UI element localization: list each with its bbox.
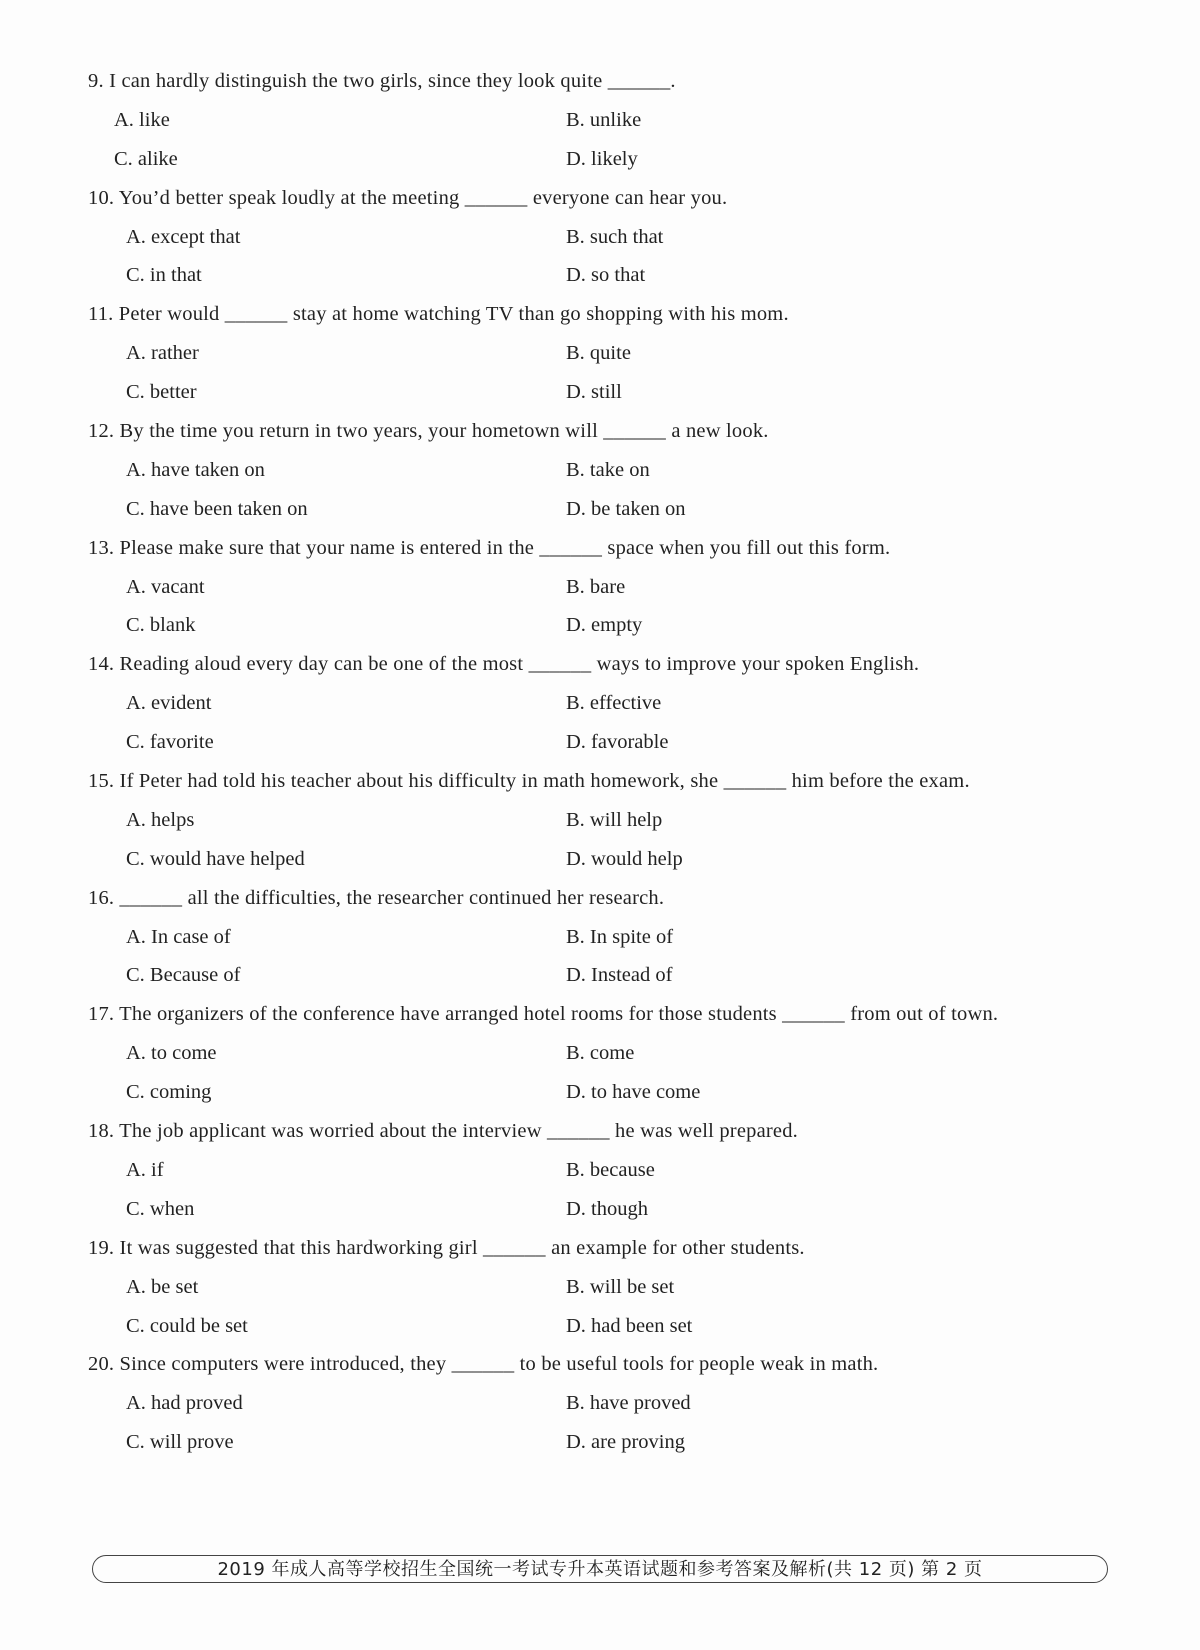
option-b: B. take on — [566, 458, 650, 481]
question-18 — [88, 1112, 1098, 1229]
option-b: B. have proved — [566, 1392, 691, 1415]
option-c: C. better — [126, 381, 197, 404]
question-stem: 11. Peter would ______ stay at home watching TV than go shopping with his mom. — [88, 303, 789, 326]
question-stem: 15. If Peter had told his teacher about his difficulty in math homework, she ______ him before the exam. — [88, 770, 970, 793]
option-d: D. still — [566, 381, 622, 404]
option-d: D. Instead of — [566, 964, 673, 987]
option-d: D. to have come — [566, 1081, 701, 1104]
option-c: C. coming — [126, 1081, 212, 1104]
option-d: D. be taken on — [566, 497, 686, 520]
option-b: B. effective — [566, 692, 662, 715]
option-d: D. so that — [566, 264, 646, 287]
option-a: A. like — [114, 108, 170, 131]
option-c: C. will prove — [126, 1431, 234, 1454]
question-stem: 9. I can hardly distinguish the two girls, since they look quite ______. — [88, 70, 676, 92]
question-16 — [88, 879, 1098, 996]
question-11 — [88, 295, 1098, 412]
question-15 — [88, 762, 1098, 879]
option-d: D. favorable — [566, 731, 669, 754]
option-b: B. will be set — [566, 1275, 675, 1298]
question-stem: 16. ______ all the difficulties, the researcher continued her research. — [88, 886, 665, 909]
question-stem: 19. It was suggested that this hardworking girl ______ an example for other students. — [88, 1236, 805, 1259]
option-c: C. Because of — [126, 964, 241, 987]
option-a: A. rather — [126, 342, 199, 365]
option-d: D. likely — [566, 147, 638, 170]
option-c: C. alike — [114, 147, 178, 170]
option-a: A. helps — [126, 808, 195, 831]
option-a: A. In case of — [126, 925, 231, 948]
option-c: C. in that — [126, 264, 202, 287]
option-b: B. such that — [566, 225, 664, 248]
option-c: C. when — [126, 1197, 195, 1220]
question-20 — [88, 1345, 1098, 1462]
question-12 — [88, 412, 1098, 529]
option-a: A. except that — [126, 225, 241, 248]
option-a: A. be set — [126, 1275, 199, 1298]
option-c: C. favorite — [126, 731, 214, 754]
question-9 — [88, 62, 1098, 179]
option-b: B. unlike — [566, 108, 642, 131]
option-a: A. if — [126, 1158, 164, 1181]
option-b: B. quite — [566, 342, 631, 365]
question-14 — [88, 645, 1098, 762]
page-footer: 2019 年成人高等学校招生全国统一考试专升本英语试题和参考答案及解析(共 12 页) 第 2 页 — [92, 1555, 1108, 1583]
question-stem: 14. Reading aloud every day can be one of the most ______ ways to improve your spoken English. — [88, 653, 920, 676]
option-d: D. would help — [566, 847, 683, 870]
question-10 — [88, 179, 1098, 296]
question-stem: 17. The organizers of the conference have arranged hotel rooms for those students ______ from out of town. — [88, 1003, 999, 1026]
option-b: B. come — [566, 1042, 635, 1065]
option-a: A. have taken on — [126, 458, 265, 481]
option-a: A. had proved — [126, 1392, 243, 1415]
option-c: C. blank — [126, 614, 196, 637]
option-a: A. evident — [126, 692, 212, 715]
option-a: A. to come — [126, 1042, 217, 1065]
option-d: D. though — [566, 1197, 648, 1220]
option-b: B. In spite of — [566, 925, 674, 948]
option-d: D. had been set — [566, 1314, 693, 1337]
question-stem: 12. By the time you return in two years, your hometown will ______ a new look. — [88, 420, 769, 443]
question-19 — [88, 1229, 1098, 1346]
option-b: B. bare — [566, 575, 626, 598]
option-a: A. vacant — [126, 575, 205, 598]
question-stem: 13. Please make sure that your name is entered in the ______ space when you fill out this form. — [88, 536, 891, 559]
option-c: C. could be set — [126, 1314, 248, 1337]
question-17 — [88, 995, 1098, 1112]
question-stem: 10. You’d better speak loudly at the meeting ______ everyone can hear you. — [88, 186, 728, 209]
question-stem: 20. Since computers were introduced, they ______ to be useful tools for people weak in math. — [88, 1353, 879, 1376]
option-d: D. empty — [566, 614, 643, 637]
option-c: C. would have helped — [126, 847, 305, 870]
option-c: C. have been taken on — [126, 497, 308, 520]
option-d: D. are proving — [566, 1431, 685, 1454]
question-stem: 18. The job applicant was worried about the interview ______ he was well prepared. — [88, 1120, 798, 1143]
question-list — [88, 62, 1098, 1462]
option-b: B. because — [566, 1158, 655, 1181]
option-b: B. will help — [566, 808, 663, 831]
question-13 — [88, 529, 1098, 646]
